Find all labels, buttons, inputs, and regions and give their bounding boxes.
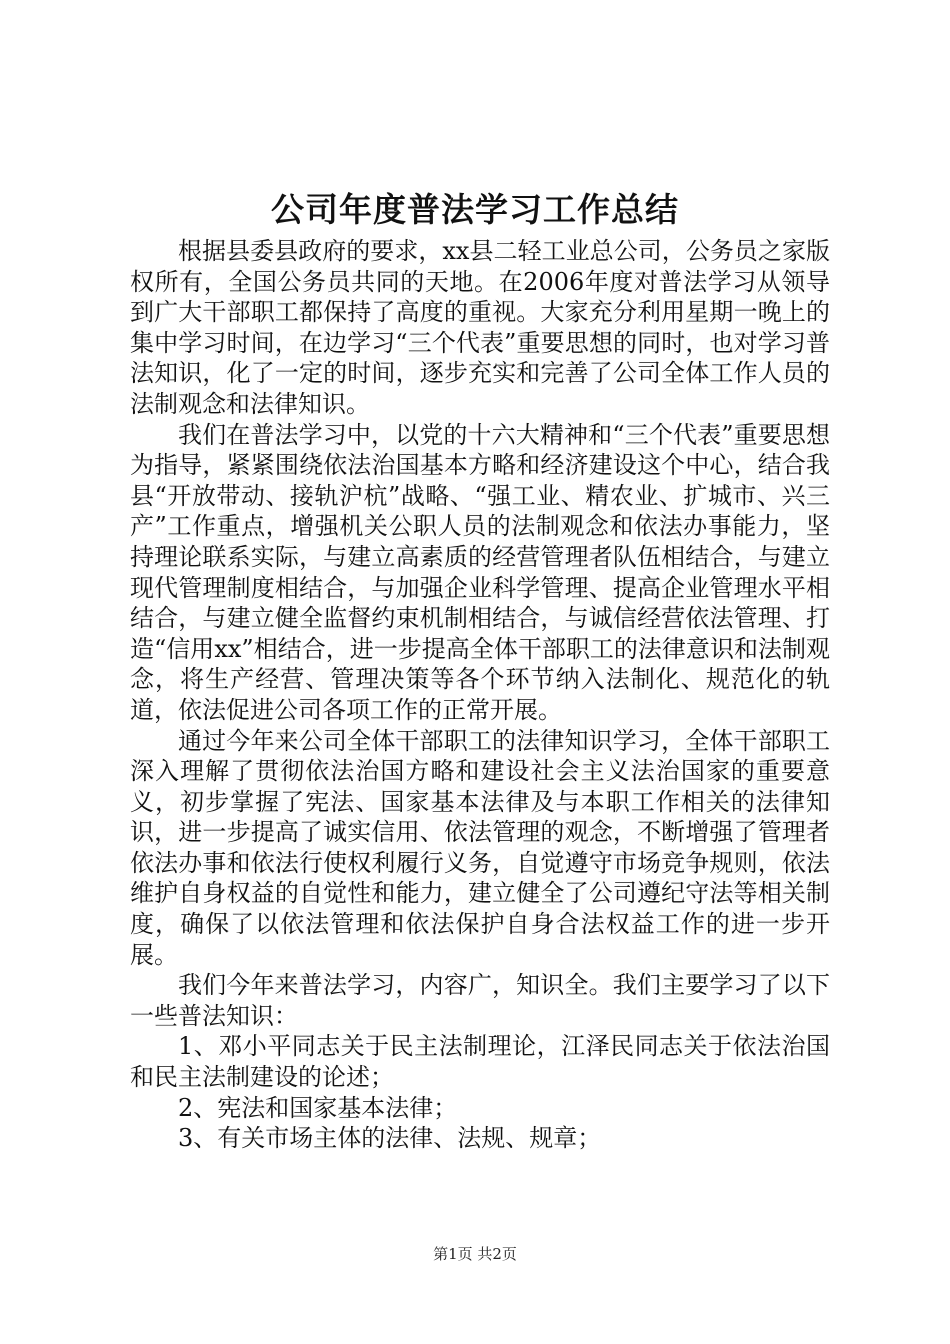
paragraph-results: 通过今年来公司全体干部职工的法律知识学习，全体干部职工深入理解了贯彻依法治国方略和建设社会主义法治国家的重要意义，初步掌握了宪法、国家基本法律及与本职工作相关的法律知识，进一步提高了诚实信用、依法管理的观念，不断增强了管理者依法办事和依法行使权利履行义务，自觉遵守市场竞争规则，依法维护自身权益的自觉性和能力，建立健全了公司遵纪守法等相关制度，确保了以依法管理和依法保护自身合法权益工作的进一步开展。 — [130, 726, 830, 969]
page-number-footer: 第1页 共2页 — [433, 1245, 517, 1263]
list-item-3: 3、有关市场主体的法律、法规、规章； — [178, 1124, 602, 1153]
paragraph-content-intro: 我们今年来普法学习，内容广，知识全。我们主要学习了以下一些普法知识： — [130, 971, 830, 1030]
paragraph-intro: 根据县委县政府的要求，xx县二轻工业总公司，公务员之家版权所有，全国公务员共同的天地。在2006年度对普法学习从领导到广大干部职工都保持了高度的重视。大家充分利用星期一晚上的集中学习时间，在边学习“三个代表”重要思想的同时，也对学习普法知识，化了一定的时间，逐步充实和完善了公司全体工作人员的法制观念和法律知识。 — [130, 237, 830, 418]
document-body — [130, 236, 830, 1154]
list-item-1: 1、邓小平同志关于民主法制理论，江泽民同志关于依法治国和民主法制建设的论述； — [130, 1032, 830, 1092]
paragraph-guidance: 我们在普法学习中，以党的十六大精神和“三个代表”重要思想为指导，紧紧围绕依法治国基本方略和经济建设这个中心，结合我县“开放带动、接轨沪杭”战略、“强工业、精农业、扩城市、兴三产”工作重点，增强机关公职人员的法制观念和依法办事能力，坚持理论联系实际，与建立高素质的经营管理者队伍相结合，与建立现代管理制度相结合，与加强企业科学管理、提高企业管理水平相结合，与建立健全监督约束机制相结合，与诚信经营依法管理、打造“信用xx”相结合，进一步提高全体干部职工的法律意识和法制观念，将生产经营、管理决策等各个环节纳入法制化、规范化的轨道，依法促进公司各项工作的正常开展。 — [130, 420, 830, 724]
document-title: 公司年度普法学习工作总结 — [271, 190, 679, 229]
list-item-2: 2、宪法和国家基本法律； — [178, 1093, 458, 1122]
